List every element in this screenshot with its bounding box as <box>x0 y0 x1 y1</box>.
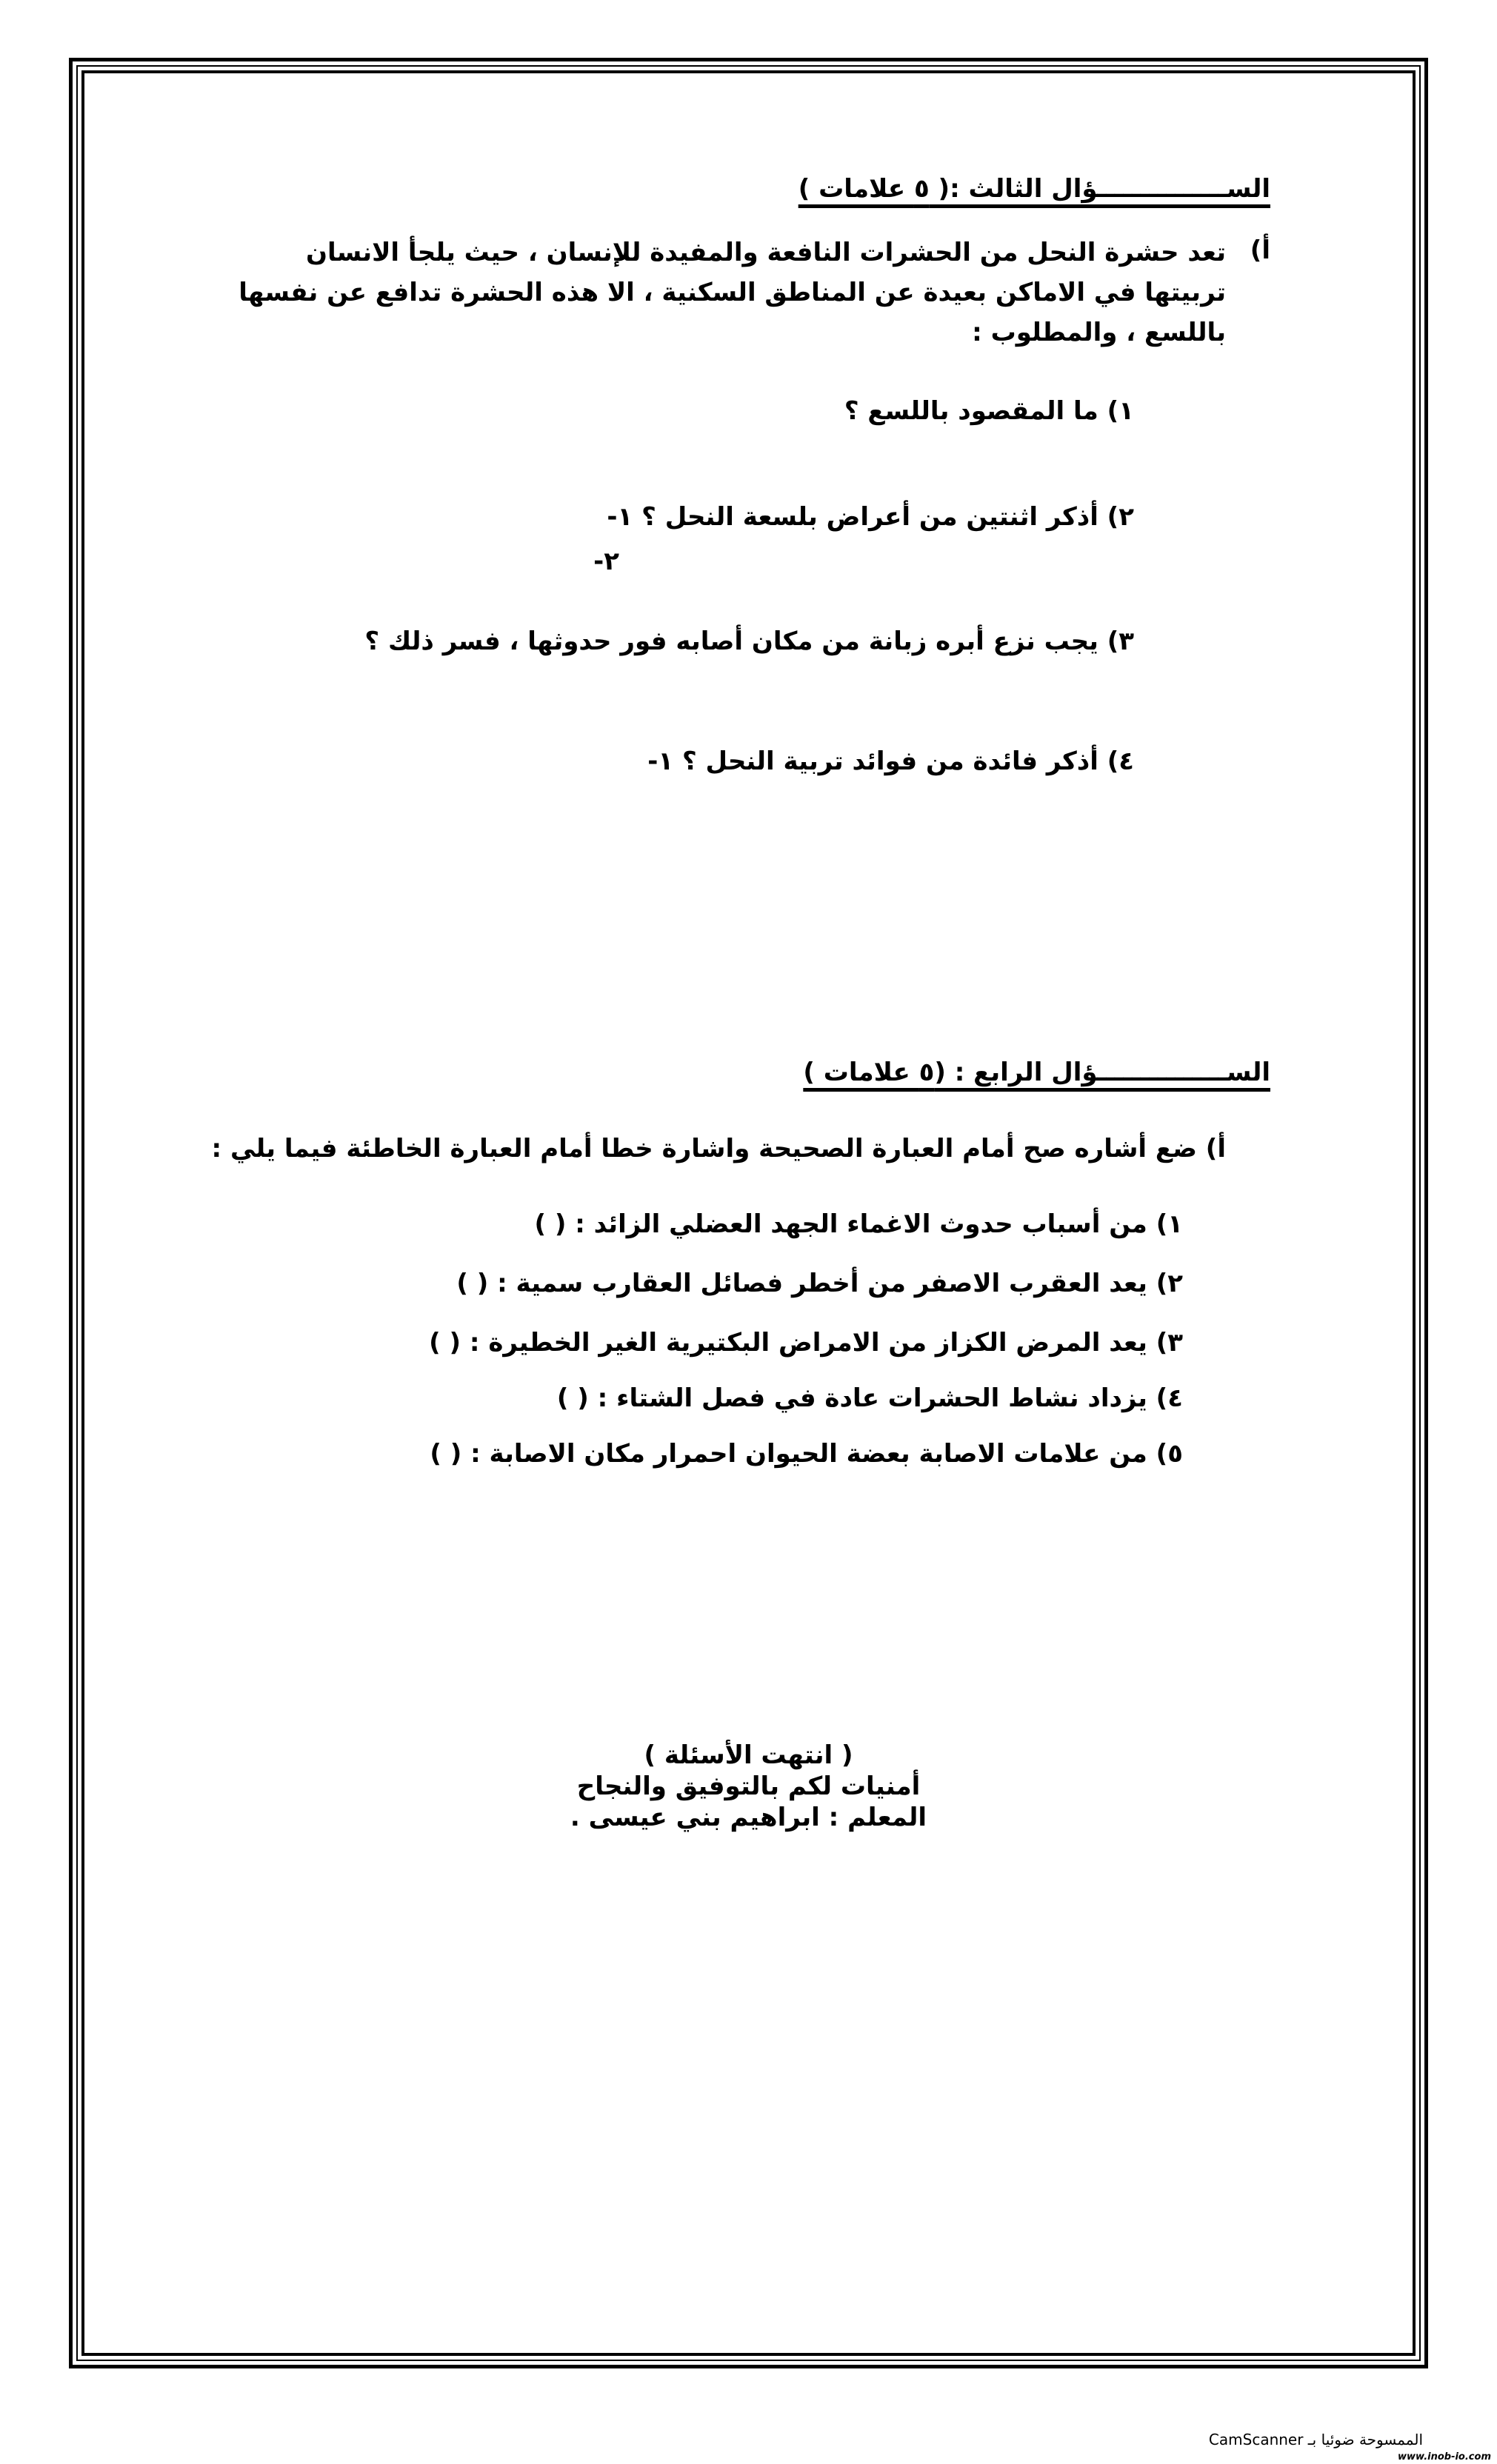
footer-end: ( انتهت الأسئلة ) <box>644 1740 853 1770</box>
q4-item-3: ٣) يعد المرض الكزاز من الامراض البكتيرية الغير الخطيرة : ( ) <box>429 1328 1183 1358</box>
footer-teacher: المعلم : ابراهيم بني عيسى . <box>570 1803 927 1832</box>
q4-item-2: ٢) يعد العقرب الاصفر من أخطر فصائل العقارب سمية : ( ) <box>456 1269 1183 1298</box>
q4-item-5: ٥) من علامات الاصابة بعضة الحيوان احمرار مكان الاصابة : ( ) <box>430 1439 1183 1469</box>
q3-item-2-second: ٢- <box>593 547 619 576</box>
q4-a-text: أ) ضع أشاره صح أمام العبارة الصحيحة واشارة خطا أمام العبارة الخاطئة فيما يلي : <box>211 1134 1226 1163</box>
footer-wishes: أمنيات لكم بالتوفيق والنجاح <box>576 1772 921 1801</box>
q3-item-1: ١) ما المقصود باللسع ؟ <box>844 396 1134 426</box>
q4-heading: الســـــــــــــــؤال الرابع : (٥ علامات ) <box>803 1058 1270 1087</box>
q3-a-marker: أ) <box>1250 236 1270 265</box>
camscanner-label: الممسوحة ضوئيا بـ CamScanner <box>1208 2431 1423 2448</box>
q3-item-2: ٢) أذكر اثنتين من أعراض بلسعة النحل ؟ ١- <box>607 502 1134 532</box>
watermark-url: www.inob-io.com <box>1398 2451 1491 2463</box>
q3-item-3: ٣) يجب نزع أبره زبانة من مكان أصابه فور حدوثها ، فسر ذلك ؟ <box>364 627 1134 656</box>
q3-heading: الســـــــــــــــؤال الثالث :( ٥ علامات ) <box>798 174 1270 204</box>
q4-item-1: ١) من أسباب حدوث الاغماء الجهد العضلي الزائد : ( ) <box>534 1209 1183 1239</box>
q4-item-4: ٤) يزداد نشاط الحشرات عادة في فصل الشتاء : ( ) <box>556 1383 1183 1413</box>
q3-a-text: تعد حشرة النحل من الحشرات النافعة والمفيدة للإنسان ، حيث يلجأ الانسان تربيتها في الاماكن بعيدة عن المناطق السكنية ، الا هذه الحشرة تدافع عن نفسها باللسع ، والمطلوب : <box>239 238 1226 347</box>
q3-item-4: ٤) أذكر فائدة من فوائد تربية النحل ؟ ١- <box>647 747 1134 776</box>
